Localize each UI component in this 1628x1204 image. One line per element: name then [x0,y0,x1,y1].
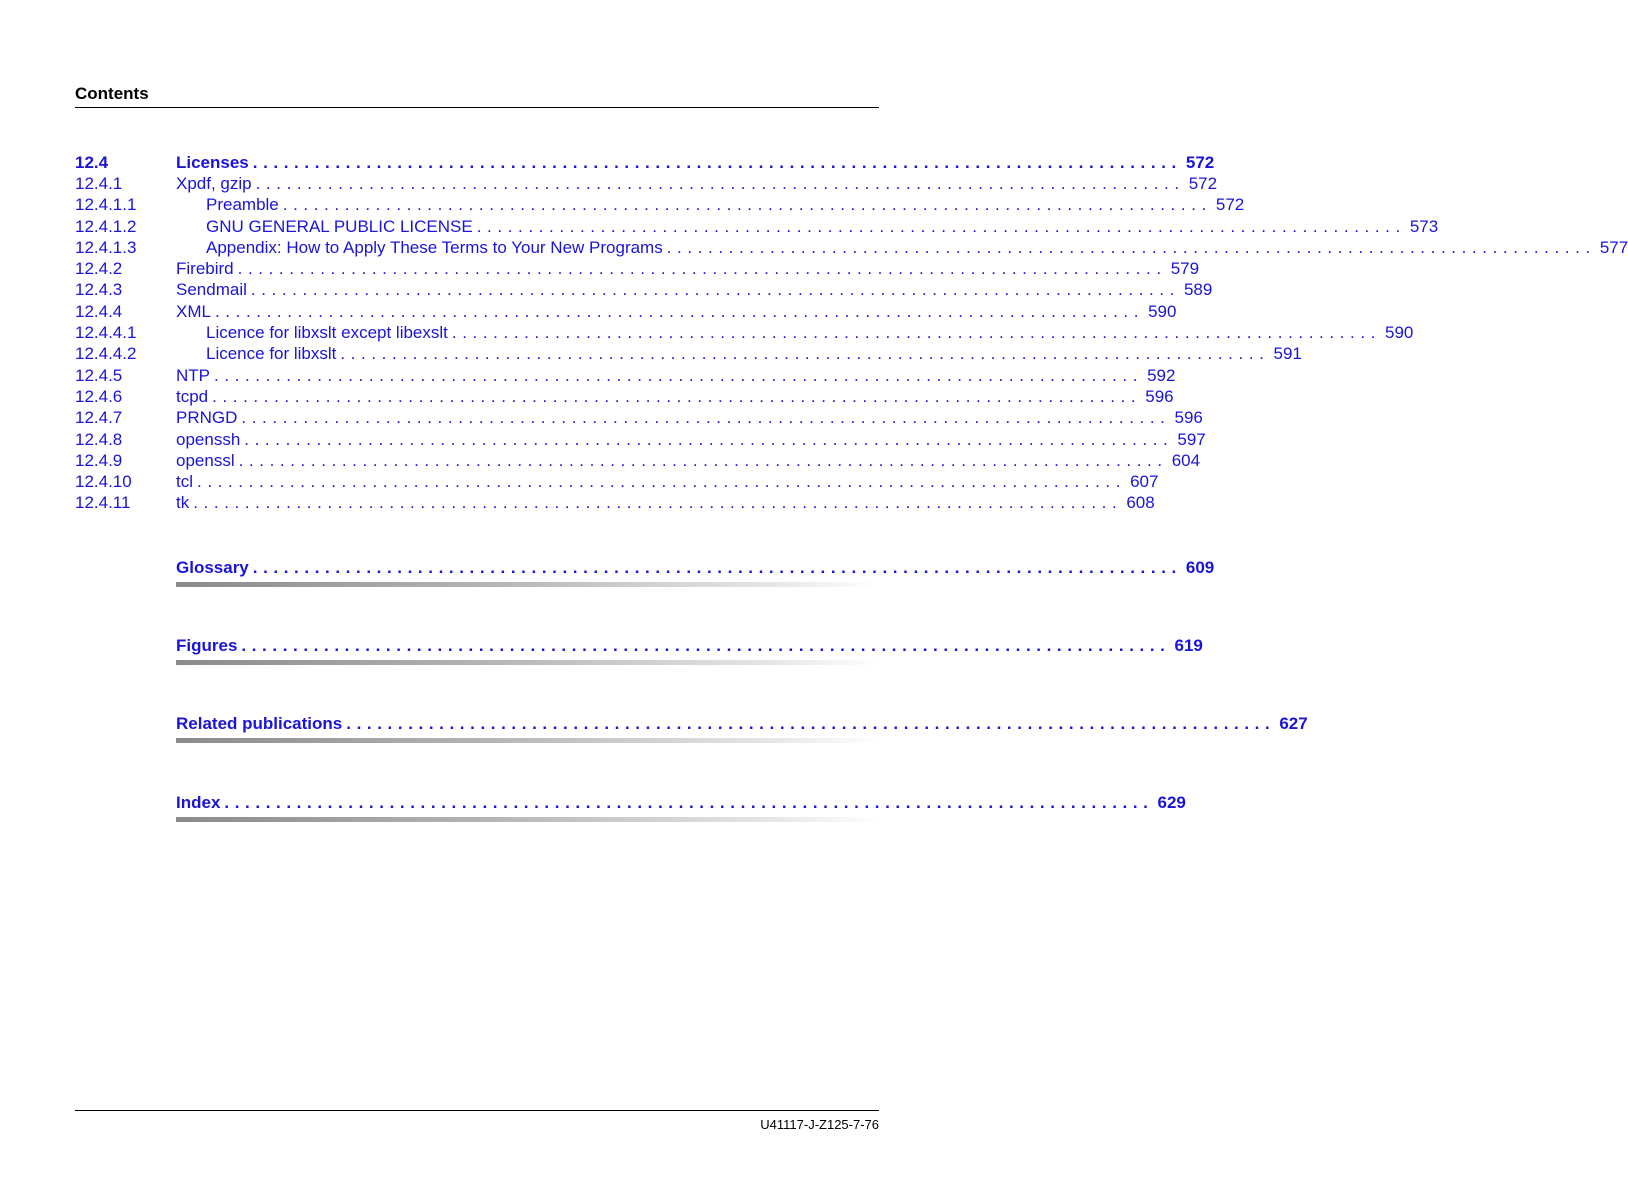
toc-leader-dots: .......................................................................................... [451,323,1381,343]
toc-entry-title-wrap [176,280,1180,300]
toc-section-link[interactable] [176,792,1186,813]
toc-entry[interactable] [75,301,1177,322]
toc-entry-number: 12.4.8 [75,429,123,449]
toc-entry-number: 12.4.5 [75,365,123,385]
toc-entry-page: 579 [1170,259,1200,279]
toc-entry[interactable] [75,408,1203,429]
toc-entry-title: tcpd [176,386,209,406]
toc-entry[interactable] [75,386,1174,407]
toc-leader-dots: .......................................................................................... [252,557,1182,577]
toc-entry-page: 572 [1188,173,1218,193]
toc-entry-title: Sendmail [176,280,247,300]
toc-entry[interactable] [75,429,1206,450]
toc-entry-page: 590 [1148,301,1177,321]
toc-leader-dots: .......................................................................................... [214,301,1145,321]
toc-entry-title: GNU GENERAL PUBLIC LICENSE [206,216,473,236]
toc-entry[interactable] [75,152,1215,173]
toc-section-title-wrap [176,558,1182,578]
toc-leader-dots: .......................................................................................... [241,408,1171,428]
toc-entry-page: 592 [1147,365,1176,385]
toc-entry-title-wrap [176,217,1406,237]
toc-leader-dots: .......................................................................................... [214,365,1144,385]
toc-entry-number: 12.4 [75,152,109,172]
toc-entry[interactable] [75,258,1200,279]
toc-section-page: 629 [1157,792,1186,812]
toc-leader-dots: .......................................................................................... [193,493,1123,513]
toc-leader-dots: .......................................................................................... [666,237,1596,257]
toc-leader-dots: .......................................................................................... [197,472,1127,492]
toc-leader-dots: .......................................................................................... [244,429,1174,449]
toc-entry-page: 607 [1130,472,1159,492]
toc-entry-page: 589 [1183,280,1213,300]
toc-entry-page: 572 [1215,195,1245,215]
toc-entry-number: 12.4.4.1 [75,323,137,343]
toc-entry-title-wrap [176,174,1185,194]
toc-section-link[interactable] [176,635,1203,656]
toc-entry-page: 573 [1409,216,1439,236]
toc-leader-dots: .......................................................................................... [476,216,1406,236]
toc-entry-title: Licenses [176,152,249,172]
section-divider-bar [176,738,879,743]
toc-section-link[interactable] [176,713,1308,734]
toc-leader-dots: .......................................................................................... [252,152,1182,172]
toc-entry-title: Appendix: How to Apply These Terms to Your New Programs [206,237,663,257]
toc-entry-title-wrap [176,408,1171,428]
toc-entry-title: Firebird [176,259,234,279]
footer-document-code: U41117-J-Z125-7-76 [760,1117,879,1132]
toc-entry[interactable] [75,216,1439,237]
toc-section-title-wrap [176,793,1154,813]
toc-section-title: Figures [176,635,238,655]
toc-entry[interactable] [75,344,1302,365]
toc-entry-number: 12.4.1.2 [75,216,137,236]
toc-entry-page: 608 [1126,493,1155,513]
toc-entry-page: 590 [1384,323,1414,343]
toc-entry-title-wrap [176,493,1122,513]
toc-entry-page: 591 [1273,344,1302,364]
toc-entry-title: tk [176,493,190,513]
toc-entry-title-wrap [176,259,1167,279]
section-divider-bar [176,660,879,665]
toc-leader-dots: .......................................................................................... [340,344,1270,364]
toc-leader-dots: .......................................................................................... [212,386,1142,406]
toc-entry-number: 12.4.10 [75,472,132,492]
toc-entry-number: 12.4.4 [75,301,123,321]
toc-entry[interactable] [75,365,1176,386]
toc-entry[interactable] [75,450,1201,471]
toc-entry-title: PRNGD [176,408,238,428]
toc-entry-title-wrap [176,451,1168,471]
toc-leader-dots: .......................................................................................... [241,635,1171,655]
toc-entry-title: openssl [176,450,235,470]
toc-entry-title-wrap [176,366,1143,386]
toc-entry-title: tcl [176,472,193,492]
toc-entry-number: 12.4.1 [75,173,123,193]
toc-entry-title-wrap [176,238,1596,258]
toc-section-index [176,792,1186,822]
toc-entry-title: Preamble [206,195,279,215]
toc-entry-title-wrap [176,323,1381,343]
toc-entry-number: 12.4.6 [75,386,123,406]
toc-entry-title-wrap [176,302,1144,322]
toc-section-link[interactable] [176,557,1215,578]
section-divider-bar [176,582,879,587]
toc-entry-page: 604 [1171,450,1201,470]
toc-entry[interactable] [75,237,1628,258]
toc-entry-title: Xpdf, gzip [176,173,252,193]
header-divider [75,107,879,108]
toc-entry-title: XML [176,301,211,321]
toc-entry-number: 12.4.11 [75,493,131,513]
footer-divider [75,1110,879,1111]
toc-entry-title: NTP [176,365,210,385]
toc-entry-title: Licence for libxslt except libexslt [206,323,448,343]
toc-entry-number: 12.4.9 [75,450,123,470]
toc-section-title-wrap [176,714,1275,734]
toc-section-figures [176,635,1203,665]
toc-leader-dots: .......................................................................................... [346,713,1276,733]
toc-section-page: 619 [1174,635,1203,655]
toc-entry-page: 577 [1599,237,1628,257]
toc-entry[interactable] [75,322,1414,343]
toc-section-page: 609 [1185,557,1215,577]
toc-entry-title: openssh [176,429,241,449]
page-header-title: Contents [75,84,149,103]
toc-leader-dots: .......................................................................................... [250,280,1180,300]
toc-leader-dots: .......................................................................................... [224,792,1154,812]
toc-entry-page: 597 [1177,429,1206,449]
toc-entry-page: 596 [1145,386,1174,406]
toc-entry-number: 12.4.7 [75,408,123,428]
toc-entry[interactable] [75,471,1159,492]
section-divider-bar [176,817,879,822]
toc-leader-dots: .......................................................................................... [255,173,1185,193]
toc-entry-title: Licence for libxslt [206,344,337,364]
toc-section-title-wrap [176,636,1171,656]
toc-entry-number: 12.4.2 [75,259,123,279]
toc-entry-title-wrap [176,195,1212,215]
toc-entry-title-wrap [176,387,1141,407]
toc-entry-number: 12.4.1.1 [75,195,137,215]
toc-section-title: Glossary [176,557,249,577]
toc-entry-number: 12.4.3 [75,280,123,300]
toc-entry-title-wrap [176,472,1126,492]
toc-section-related-publications [176,713,1308,743]
toc-list [75,152,1628,514]
toc-section-title: Index [176,792,221,812]
toc-entry-title-wrap [176,430,1173,450]
toc-leader-dots: .......................................................................................... [238,450,1168,470]
toc-entry-page: 596 [1174,408,1203,428]
toc-entry[interactable] [75,195,1245,216]
toc-entry-page: 572 [1185,152,1215,172]
toc-entry-title-wrap [176,153,1182,173]
toc-leader-dots: .......................................................................................... [282,195,1212,215]
toc-section-title: Related publications [176,713,343,733]
toc-entry[interactable] [75,173,1218,194]
toc-entry-number: 12.4.1.3 [75,237,137,257]
toc-entry-title-wrap [176,344,1269,364]
toc-section-glossary [176,557,1215,587]
toc-section-page: 627 [1279,713,1308,733]
toc-leader-dots: .......................................................................................... [237,259,1167,279]
toc-entry-number: 12.4.4.2 [75,344,137,364]
toc-entry[interactable] [75,280,1213,301]
toc-entry[interactable] [75,493,1155,514]
